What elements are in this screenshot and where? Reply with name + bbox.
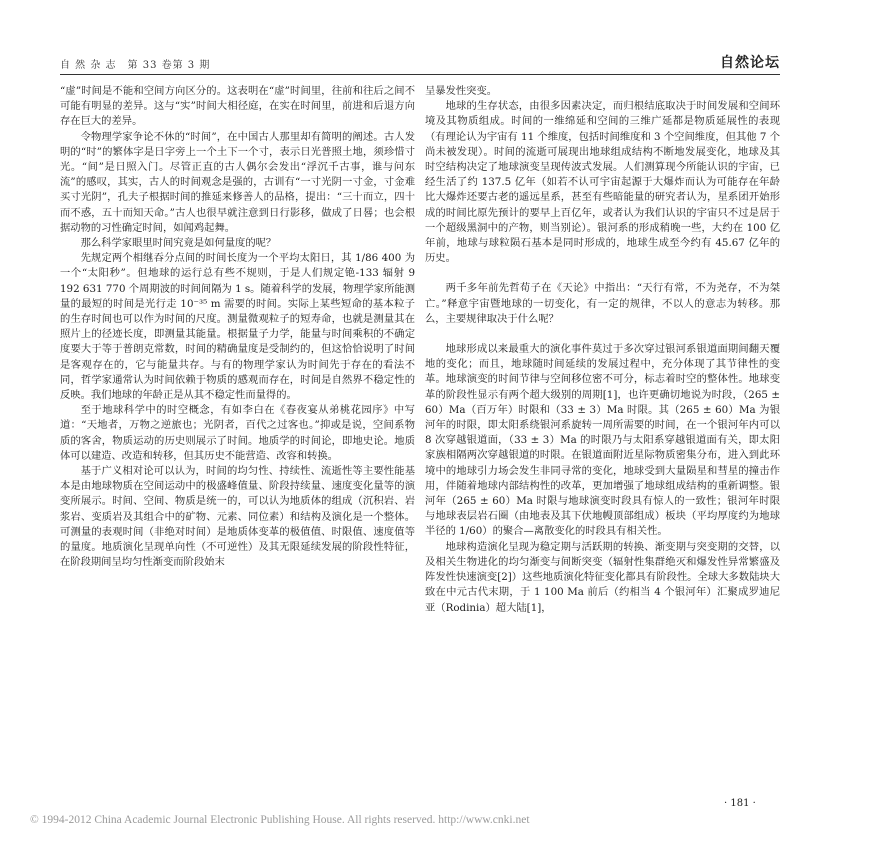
running-header — [60, 52, 780, 74]
paragraph: 令物理学家争论不休的“时间”，在中国古人那里却有简明的阐述。古人发明的“时”的繁体字是日字旁上一个土下一个寸，表示日光普照土地，须珍惜寸光。“间”是日照入门。尽管正直的古人偶尔会发出“浮沉千古事，谁与问东流”的感叹，其实，古人的时间观念是强的，古训有“一寸光阴一寸金，寸金难买寸光阴”，孔夫子根据时间的推延来修善人的品格，提出：“三十而立，四十而不惑，五十而知天命。”古人也很早就注意到日行影移，做成了日晷；也会根据动物的习性确定时间，如闻鸡起舞。 — [60, 130, 415, 234]
paragraph: 基于广义相对论可以认为，时间的均匀性、持续性、流逝性等主要性能基本是由地球物质在空间运动中的极盛峰值量、阶段持续量、速度变化量等的演变所展示。时间、空间、物质是统一的，可以认为地质体的组成（沉积岩、岩浆岩、变质岩及其组合中的矿物、元素、同位素）和结构及演化是一个整体。可测量的表观时间（非绝对时间）是地质体变革的极值值、时限值、速度值等的量度。地质演化呈现单向性（不可逆性）及其无限延续发展的阶段性特征，在阶段期间呈均匀性渐变而阶段始末 — [60, 465, 415, 569]
right-column — [425, 84, 780, 616]
paragraph: 呈暴发性突变。 — [425, 85, 498, 97]
section-title: 自然论坛 — [720, 55, 780, 71]
journal-info: 自 然 杂 志 第 33 卷第 3 期 — [60, 60, 211, 71]
paragraph: “虚”时间是不能和空间方向区分的。这表明在“虚”时间里，往前和往后之间不可能有明显的差异。这与“实”时间大相径庭，在实在时间里，前进和后退方向存在巨大的差异。 — [60, 85, 415, 128]
header-rule — [60, 74, 780, 75]
paragraph: 那么科学家眼里时间究竟是如何量度的呢？ — [80, 237, 277, 250]
paragraph: 地球的生存状态，由很多因素决定，而归根结底取决于时间发展和空间环境及其物质组成。时间的一维绵延和空间的三维广延都是物质延展性的表现（有理论认为宇宙有 11 个维度，包括时间维度和 3 个空间维度，但其他 7 个尚未被发现）。时间的流逝可展现出地球组成结构不断地发展变化，地球及其时空结构决定了地球演变呈现传波式发展。人们测算现今所能认识的宇宙，已经生活了约 137.5 亿年（如若不认可宇宙起源于大爆炸而认为可能存在年龄比大爆炸还要古老的遥远星系，甚至有些暗能量的研究者认为，星系团开始形成的时间比原先预计的要早上百亿年，或者认为我们认识的宇宙只不过是居于一个超级黑洞中的产物，则当别论）。银河系的形成稍晚一些，大约在 100 亿年前，地球与球粒陨石基本是同时形成的，地球生成至今约有 45.67 亿年的历史。 — [425, 100, 780, 265]
paragraph: 两千多年前先哲荀子在《天论》中指出：“天行有常，不为尧存，不为桀亡。”释意宇宙暨地球的一切变化，有一定的规律，不以人的意志为转移。那么，主要规律取决于什么呢？ — [425, 282, 780, 325]
left-column — [60, 84, 415, 571]
paragraph: 地球构造演化呈现为稳定期与活跃期的转换、渐变期与突变期的交替，以及相关生物进化的均匀渐变与间断突变（辐射性集群绝灭和爆发性异常繁盛及阵发性快速演变[2]）这些地质演化特征变化都具有阶段性。全球大多数陆块大致在中元古代末期，于 1 100 Ma 前后（约相当 4 个银河年）汇聚成罗迪尼亚（Rodinia）超大陆[1]， — [425, 540, 780, 614]
paragraph: 地球形成以来最重大的演化事件莫过于多次穿过银河系银道面期间翻天覆地的变化；而且，地球随时间延续的发展过程中，充分体现了其节律性的变革。地球演变的时间节律与空间移位密不可分，标志着时空的整体性。地球变革的阶段性显示有两个超大级别的周期[1]，也许更确切地说为时段，（265 ± 60）Ma（百万年）时限和（33 ± 3）Ma 时限。其（265 ± 60）Ma 为银河年的时限，即太阳系绕银河系旋转一周所需要的时间，在一个银河年内可以 8 次穿越银道面，（33 ± 3）Ma 的时限乃与太阳系穿越银道面有关，即太阳家族相隔两次穿越银道的时限。在银道面附近星际物质密集分布，进入到此环境中的地球引力场会发生非同寻常的变化，地球受到大量陨星和彗星的撞击作用，伴随着地球内部结构性的改革，更加增强了地球组成结构的重新调整。银河年（265 ± 60）Ma 时限与地球演变时段具有惊人的一致性；银河年时限与地球表层岩石圈（由地表及其下伏地幔顶部组成）板块（平均厚度约为地球半径的 1/60）的聚合—离散变化的时段具有相关性。 — [425, 343, 780, 538]
paragraph: 先规定两个相继吞分点间的时间长度为一个平均太阳日，其 1/86 400 为一个“太阳秒”。但地球的运行总有些不规则，于是人们规定铯-133 辐射 9 192 631 770 个周期波的时间间隔为 1 s。随着科学的发展，物理学家所能测量的最短的时间是光行走 10⁻³⁵ m 需要的时间。实际上某些短命的基本粒子的生存时间也可以作为时间的尺度。测量微观粒子的短寿命，也就是测量其在照片上的径迹长度，即测量其能量。根据量子力学，能量与时间乘积的不确定度要大于等于普朗克常数，时间的精确量度是受制约的，但这恰恰说明了时间是客观存在的，它与能量共存。与有的物理学家认为时间先于存在的看法不同，哲学家通常认为时间依赖于物质的感观而存在，时间是自然界不稳定性的反映。我们地球的年龄正是从其不稳定性而量得的。 — [60, 252, 415, 402]
paragraph: 至于地球科学中的时空概念，有如李白在《春夜宴从弟桃花园序》中写道：“天地者，万物之逆旅也；光阴者，百代之过客也。”抑或是说，空间系物质的客舍，物质运动的历史则展示了时间。地质学的时间论，即地史论。地质体可以建造、改造和转移，但其历史不能营造、改容和转换。 — [60, 404, 415, 462]
copyright-watermark: © 1994-2012 China Academic Journal Electronic Publishing House. All rights reserved. http://www.cnki.net — [30, 814, 530, 826]
page-number: · 181 · — [724, 798, 756, 809]
